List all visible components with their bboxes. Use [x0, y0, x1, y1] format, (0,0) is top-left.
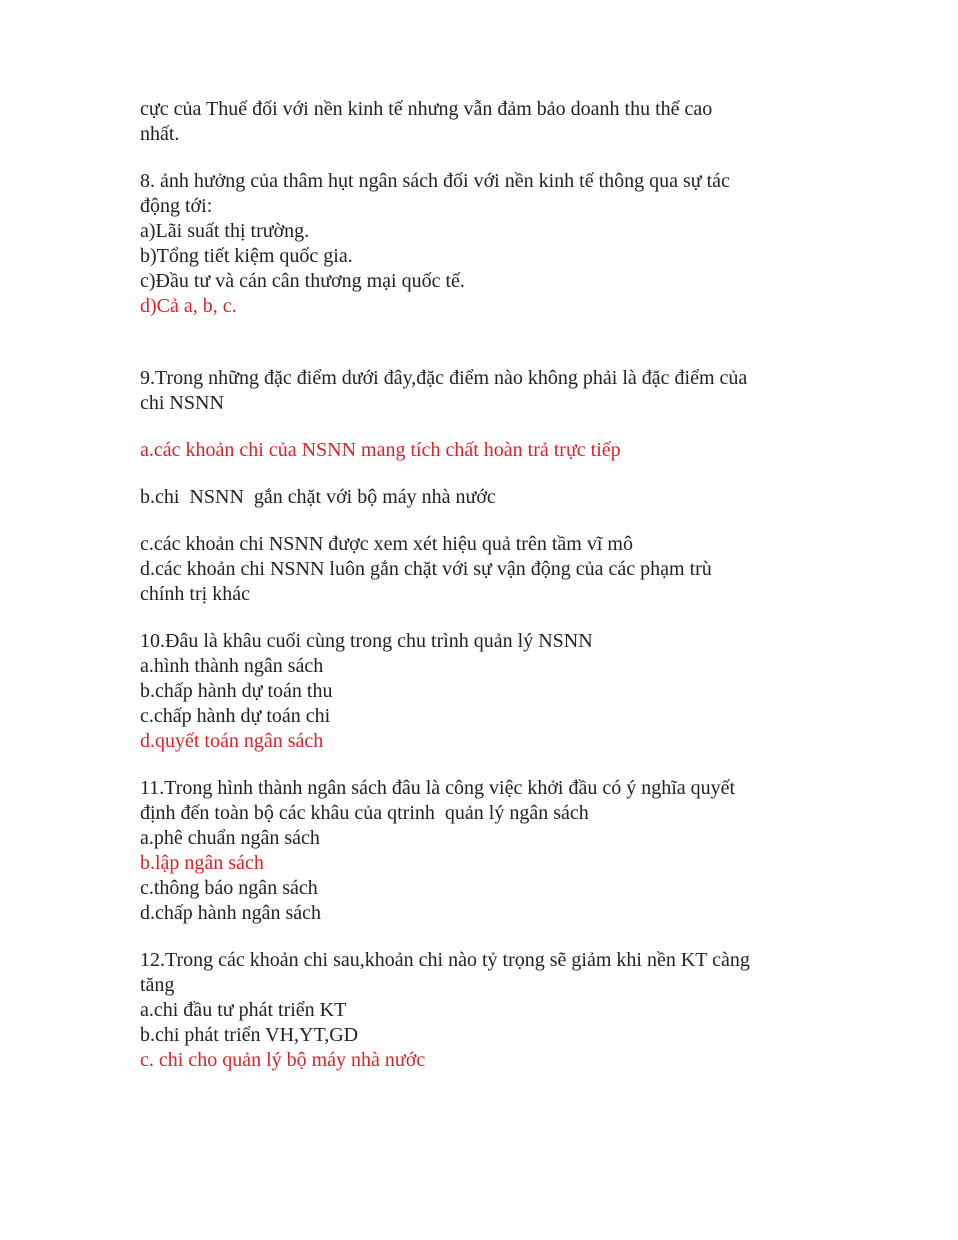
question-8-option-b: b)Tổng tiết kiệm quốc gia. — [140, 245, 353, 267]
question-8-text-1: 8. ảnh hưởng của thâm hụt ngân sách đối với nền kinh tế thông qua sự tác — [140, 170, 730, 192]
question-9-option-b: b.chi NSNN gắn chặt với bộ máy nhà nước — [140, 486, 496, 508]
question-9-option-d-2: chính trị khác — [140, 583, 250, 605]
question-9-option-c: c.các khoản chi NSNN được xem xét hiệu quả trên tầm vĩ mô — [140, 533, 633, 555]
question-12-option-b: b.chi phát triển VH,YT,GD — [140, 1024, 359, 1046]
question-11-option-a: a.phê chuẩn ngân sách — [140, 827, 320, 849]
question-8-option-c: c)Đầu tư và cán cân thương mại quốc tế. — [140, 270, 465, 292]
question-10 — [140, 629, 830, 754]
question-11 — [140, 776, 830, 926]
question-8-text-2: động tới: — [140, 195, 213, 217]
intro-block — [140, 97, 830, 147]
question-10-option-b: b.chấp hành dự toán thu — [140, 680, 333, 702]
question-8-option-d-answer: d)Cả a, b, c. — [140, 295, 237, 317]
question-12-option-a: a.chi đầu tư phát triển KT — [140, 999, 347, 1021]
question-8 — [140, 169, 830, 319]
question-8-option-a: a)Lãi suất thị trường. — [140, 220, 310, 242]
question-9 — [140, 366, 830, 607]
intro-line-1: cực của Thuế đối với nền kinh tế nhưng vẫn đảm bảo doanh thu thế cao — [140, 98, 713, 120]
question-11-text-1: 11.Trong hình thành ngân sách đâu là công việc khởi đầu có ý nghĩa quyết — [140, 777, 736, 799]
question-9-text-1: 9.Trong những đặc điểm dưới đây,đặc điểm nào không phải là đặc điểm của — [140, 367, 748, 389]
intro-line-2: nhất. — [140, 123, 180, 145]
question-10-text-1: 10.Đâu là khâu cuối cùng trong chu trình quản lý NSNN — [140, 630, 593, 652]
question-10-option-a: a.hình thành ngân sách — [140, 655, 324, 677]
question-9-text-2: chi NSNN — [140, 392, 224, 414]
question-11-option-d: d.chấp hành ngân sách — [140, 902, 322, 924]
question-11-option-b-answer: b.lập ngân sách — [140, 852, 264, 874]
question-9-option-a-answer: a.các khoản chi của NSNN mang tích chất hoàn trả trực tiếp — [140, 439, 621, 461]
question-12-option-c-answer: c. chi cho quản lý bộ máy nhà nước — [140, 1049, 426, 1071]
question-12-text-1: 12.Trong các khoản chi sau,khoản chi nào tỷ trọng sẽ giảm khi nền KT càng — [140, 949, 750, 971]
question-10-option-c: c.chấp hành dự toán chi — [140, 705, 331, 727]
question-12 — [140, 948, 830, 1073]
question-10-option-d-answer: d.quyết toán ngân sách — [140, 730, 324, 752]
question-12-text-2: tăng — [140, 974, 175, 996]
question-11-text-2: định đến toàn bộ các khâu của qtrinh quản lý ngân sách — [140, 802, 589, 824]
question-11-option-c: c.thông báo ngân sách — [140, 877, 318, 899]
document-page — [140, 97, 830, 1073]
question-9-option-d-1: d.các khoản chi NSNN luôn gắn chặt với sự vận động của các phạm trù — [140, 558, 712, 580]
